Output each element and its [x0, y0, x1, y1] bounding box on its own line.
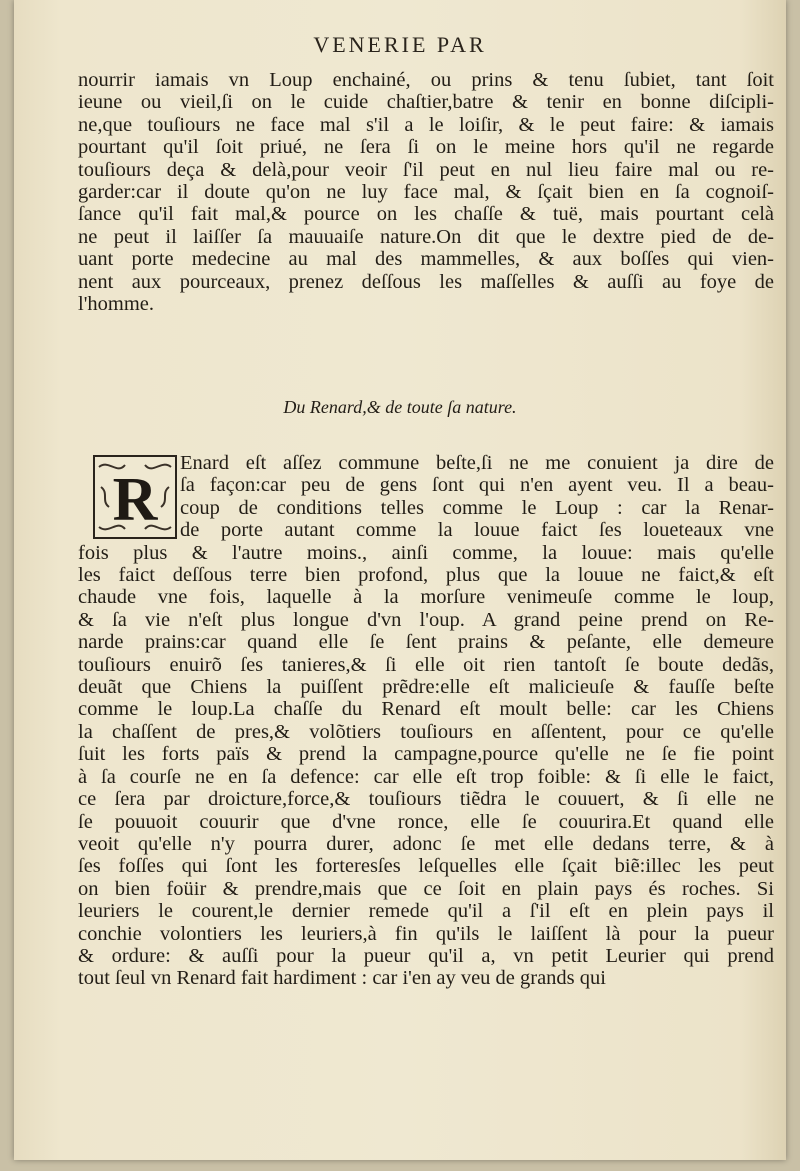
text-line: veoit qu'elle n'y pourra durer, adonc ſe met elle dedans terre, & à	[78, 832, 774, 855]
text-line: touſiours deça & delà,pour veoir ſ'il peut en nul lieu faire mal ou re-	[78, 158, 774, 181]
text-line: ce ſera par droicture,force,& touſiours tiẽdra le couuert, & ſi elle ne	[78, 788, 774, 811]
text-line: l'homme.	[78, 293, 155, 316]
text-line: ne peut il laiſſer ſa mauuaiſe nature.On dit que le dextre pied de de-	[78, 225, 774, 248]
running-head: VENERIE PAR	[313, 32, 487, 57]
text-line: ſes foſſes qui ſont les forteresſes leſquelles elle ſçait biẽ:illec les peut	[78, 855, 774, 878]
text-line: chaude vne fois, laquelle à la morſure venimeuſe comme le loup,	[78, 586, 774, 609]
text-line: & ſa vie n'eſt plus longue d'vn l'oup. A grand peine prend on Re-	[78, 608, 774, 631]
text-line: Enard eſt aſſez commune beſte,ſi ne me conuient ja dire de	[180, 452, 774, 474]
text-line: ſa façon:car peu de gens ſont qui n'en ayent veu. Il a beau-	[180, 474, 774, 497]
text-line: pourtant qu'il ſoit priué, ne ſera ſi on le meine hors qu'il ne regarde	[78, 136, 774, 159]
text-line: les faict deſſous terre bien profond, plus que la louue ne faict,& eſt	[78, 564, 774, 587]
text-line: leuriers le courent,le dernier remede qu'il a ſ'il eſt en plein pays il	[78, 900, 774, 923]
text-line: à ſa courſe ne en ſa defence: car elle eſt trop foible: & ſi elle le faict,	[78, 765, 774, 788]
text-line: ſe pouuoit couurir que d'vne ronce, elle ſe couurira.Et quand elle	[78, 810, 774, 833]
text-line: de porte autant comme la louue faict ſes loueteaux vne	[180, 519, 774, 542]
text-line: ſuit les forts païs & prend la campagne,pource qu'elle ne ſe fie point	[78, 743, 774, 766]
text-line: coup de conditions telles comme le Loup : car la Renar-	[180, 496, 774, 519]
text-line: garder:car il doute qu'on ne luy face mal, & ſçait bien en ſa cognoiſ-	[78, 181, 774, 204]
text-line: & ordure: & auſſi pour la pueur qu'il a, vn petit Leurier qui prend	[78, 944, 774, 967]
text-line: tout ſeul vn Renard fait hardiment : car i'en ay veu de grands qui	[78, 967, 606, 990]
text-line: ne,que touſiours ne face mal s'il a le loiſir, & le peut faire: & iamais	[78, 113, 774, 136]
text-line: ſance qu'il fait mal,& pource on les chaſſe & tuë, mais pourtant celà	[78, 203, 774, 226]
text-line: deuãt que Chiens la puiſſent prẽdre:elle eſt malicieuſe & fauſſe beſte	[78, 676, 774, 699]
text-line: nourrir iamais vn Loup enchainé, ou prins & tenu ſubiet, tant ſoit	[78, 69, 774, 91]
text-line: uant porte medecine au mal des mammelles, & aux boſſes qui vien-	[78, 248, 774, 271]
text-line: conchie volontiers les leuriers,à fin qu'ils le laiſſent là pour la pueur	[78, 922, 774, 945]
text-line: on bien foüir & prendre,mais que ce ſoit en plain pays és roches. Si	[78, 877, 774, 900]
text-line: fois plus & l'autre moins., ainſi comme, la louue: mais qu'elle	[78, 541, 774, 564]
text-line: comme le loup.La chaſſe du Renard eſt moult belle: car les Chiens	[78, 698, 774, 721]
text-line: la chaſſent de pres,& volõtiers touſiours en aſſentent, pour ce qu'elle	[78, 720, 774, 743]
initial-letter: R	[112, 466, 158, 534]
text-block-fox	[78, 452, 774, 990]
text-block-wolf	[78, 69, 774, 315]
text-line: nent aux pourceaux, prenez deſſous les maſſelles & auſſi au foye de	[78, 270, 774, 293]
text-line: ieune ou vieil,ſi on le cuide chaſtier,batre & tenir en bonne diſcipli-	[78, 91, 774, 114]
book-page	[14, 0, 786, 1160]
text-line: narde prains:car quand elle ſe ſent prains & peſante, elle demeure	[78, 631, 774, 654]
text-line: touſiours enuirõ ſes tanieres,& ſi elle oit rien tantoſt ſe boute dedãs,	[78, 653, 774, 676]
chapter-heading: Du Renard,& de toute ſa nature.	[283, 397, 517, 417]
